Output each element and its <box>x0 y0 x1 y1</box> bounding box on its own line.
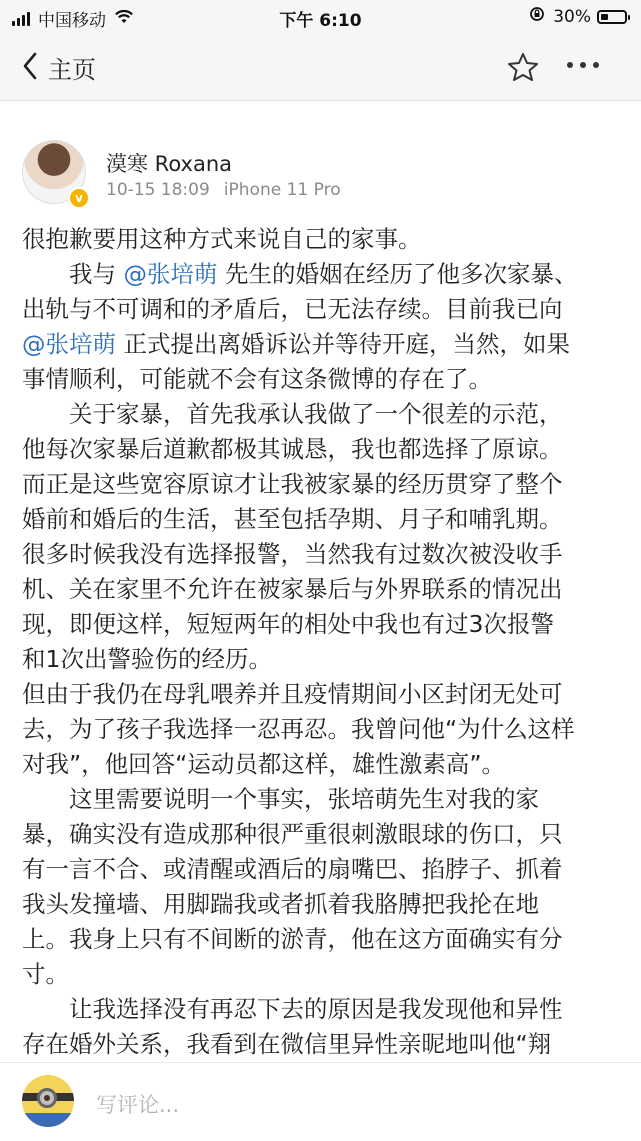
more-icon-dot <box>567 62 573 68</box>
post-text: 但由于我仍在母乳喂养并且疫情期间小区封闭无处可 <box>22 680 563 708</box>
post-text: 婚前和婚后的生活，甚至包括孕期、月子和哺乳期。 <box>22 505 563 533</box>
nav-bar <box>0 34 641 101</box>
post-line <box>22 712 622 747</box>
post-line <box>22 292 622 327</box>
post-line <box>22 467 622 502</box>
post-text: 很抱歉要用这种方式来说自己的家事。 <box>22 225 422 253</box>
post-line <box>22 572 622 607</box>
back-label: 主页 <box>48 56 96 84</box>
mention-link[interactable]: @张培萌 <box>123 260 218 288</box>
post-text: 现，即便这样，短短两年的相处中我也有过3次报警 <box>22 610 554 638</box>
mention-link[interactable]: @张培萌 <box>22 330 116 358</box>
post-text: 暴，确实没有造成那种很严重很刺激眼球的伤口，只 <box>22 820 563 848</box>
post-line <box>22 362 622 397</box>
battery-icon <box>597 10 627 24</box>
post-text: 机、关在家里不允许在被家暴后与外界联系的情况出 <box>22 575 563 603</box>
post-line <box>22 502 622 537</box>
post-text: 正式提出离婚诉讼并等待开庭，当然，如果 <box>116 330 570 358</box>
post-line <box>22 677 622 712</box>
post-line <box>22 222 622 257</box>
more-icon-dot <box>593 62 599 68</box>
more-icon-dot <box>580 62 586 68</box>
post-text: 而正是这些宽容原谅才让我被家暴的经历贯穿了整个 <box>22 470 563 498</box>
post-line <box>22 537 622 572</box>
back-button[interactable] <box>22 50 96 85</box>
favorite-button[interactable] <box>507 52 539 86</box>
post-line <box>22 817 622 852</box>
comment-input[interactable]: 写评论... <box>96 1093 180 1117</box>
post-line <box>22 922 622 957</box>
post-line <box>22 607 622 642</box>
post-date: 10-15 18:09 <box>106 180 210 200</box>
carrier-label: 中国移动 <box>38 11 106 31</box>
post-line <box>22 1027 622 1062</box>
post-text: 存在婚外关系，我看到在微信里异性亲昵地叫他“翔 <box>22 1030 552 1058</box>
comment-bar <box>0 1062 641 1141</box>
post-line <box>22 642 622 677</box>
post-text: 和1次出警验伤的经历。 <box>22 645 272 673</box>
post-line <box>22 397 622 432</box>
more-button[interactable] <box>567 62 606 68</box>
post-text: 我头发撞墙、用脚踹我或者抓着我胳膊把我抡在地 <box>22 890 539 918</box>
post-line <box>22 432 622 467</box>
post-text: 他每次家暴后道歉都极其诚恳，我也都选择了原谅。 <box>22 435 563 463</box>
post-text: 很多时候我没有选择报警，当然我有过数次被没收手 <box>22 540 563 568</box>
post-line <box>22 957 622 992</box>
status-right <box>529 6 627 27</box>
chevron-left-icon <box>22 52 38 84</box>
user-avatar[interactable] <box>22 1075 74 1127</box>
post-line <box>22 257 622 292</box>
post-text: 上。我身上只有不间断的淤青，他在这方面确实有分 <box>22 925 563 953</box>
post-text: 我与 <box>22 260 124 288</box>
post-line <box>22 887 622 922</box>
post-author[interactable]: 漠寒 Roxana <box>106 152 232 176</box>
status-time: 下午 6:10 <box>279 11 362 31</box>
post-text: 对我”，他回答“运动员都这样，雄性激素高”。 <box>22 750 506 778</box>
star-icon <box>507 67 539 86</box>
post-text: 这里需要说明一个事实，张培萌先生对我的家 <box>22 785 539 813</box>
post-text: 寸。 <box>22 960 69 988</box>
post-text: 让我选择没有再忍下去的原因是我发现他和异性 <box>22 995 563 1023</box>
verified-badge-icon: v <box>68 187 90 209</box>
rotation-lock-icon <box>529 6 545 27</box>
post-header <box>0 120 641 210</box>
post-meta <box>106 180 341 200</box>
post-text: 先生的婚姻在经历了他多次家暴、 <box>217 260 578 288</box>
post-line <box>22 782 622 817</box>
post-body <box>22 222 622 1062</box>
post-line <box>22 747 622 782</box>
battery-percent: 30% <box>553 6 591 27</box>
post-source: iPhone 11 Pro <box>223 180 341 200</box>
status-bar <box>0 0 641 34</box>
post-text: 关于家暴，首先我承认我做了一个很差的示范， <box>22 400 563 428</box>
post-text: 有一言不合、或清醒或酒后的扇嘴巴、掐脖子、抓着 <box>22 855 563 883</box>
post-line <box>22 992 622 1027</box>
post-text: 事情顺利，可能就不会有这条微博的存在了。 <box>22 365 492 393</box>
post-text: 出轨与不可调和的矛盾后，已无法存续。目前我已向 <box>22 295 563 323</box>
post-text: 去，为了孩子我选择一忍再忍。我曾问他“为什么这样 <box>22 715 575 743</box>
post-line <box>22 852 622 887</box>
post-line <box>22 327 622 362</box>
